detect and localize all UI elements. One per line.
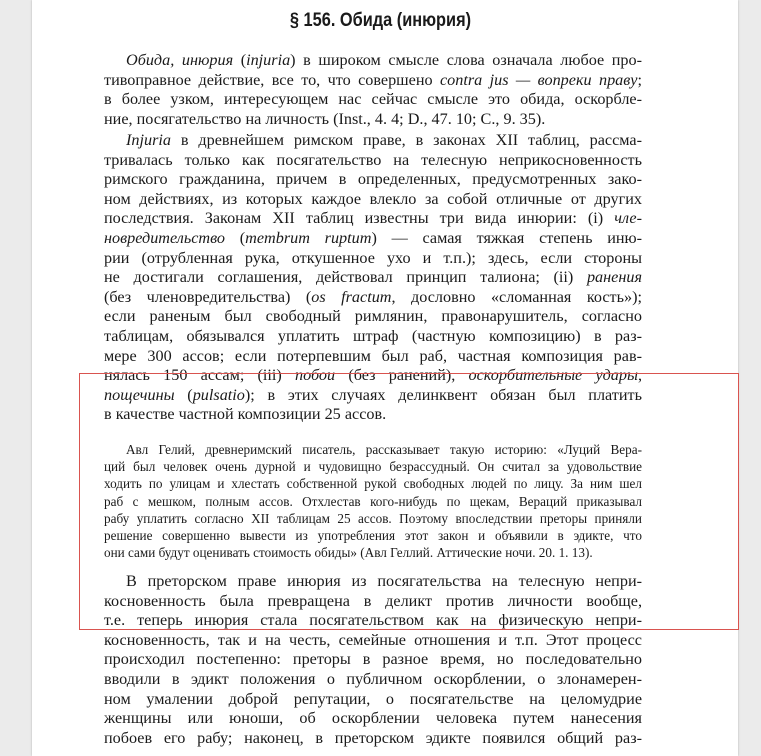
text-line: косновенность, так и на честь, семейные отношения и т.п. Этот процесс — [104, 630, 642, 649]
text-line: женщины или юноши, об оскорблении человека путем нанесения — [104, 709, 642, 728]
text-line: рии (отрубленная рука, откушенное ухо и т.п.); здесь, если стороны — [104, 248, 642, 267]
text-line: (без членовредительства) (os fractum, дословно «сломанная кость»); — [104, 287, 642, 306]
paragraph-3 — [104, 572, 642, 748]
quote-line: раб с мешком, полным ассов. Отхлестав кого-нибудь по щекам, Вераций приказывал — [104, 493, 642, 509]
text-line: в качестве частной композиции 25 ассов. — [104, 405, 387, 424]
text-line: ном умалении доброй репутации, о посягательстве на целомудрие — [104, 689, 642, 708]
text-line: т.е. теперь инюрия стала посягательством как на физическую непри- — [104, 611, 642, 630]
text-line: Injuria в древнейшем римском праве, в законах XII таблиц, рассма- — [126, 131, 642, 149]
text-line: новредительство (membrum ruptum) — самая тяжкая степень иню- — [104, 228, 643, 247]
text-line: пощечины (pulsatio); в этих случаях делинквент обязан был платить — [104, 385, 643, 404]
text-line: нялась 150 ассам; (iii) побои (без ранений), оскорбительные удары, — [104, 366, 642, 385]
text-line: мере 300 ассов; если потерпевшим был раб, частная композиция рав- — [104, 346, 642, 365]
paragraph-2 — [104, 131, 642, 425]
text-line: Обида, инюрия (injuria) в широком смысле слова означала любое про- — [126, 51, 643, 69]
quotation-block — [104, 441, 642, 561]
quote-line: Авл Гелий, древнеримский писатель, рассказывает такую историю: «Луций Вера- — [126, 442, 642, 457]
text-line: римского гражданина, причем в определенных, предусмотренных зако- — [104, 170, 642, 189]
text-line: последствия. Законам XII таблиц известны три вида инюрии: (i) чле- — [104, 209, 642, 228]
quote-line: решение совершенно вывести из употребления этот закон и объявили в эдикте, что — [104, 528, 642, 544]
text-line: ние, посягательство на личность (Inst., 4. 4; D., 47. 10; C., 9. 35). — [104, 109, 546, 128]
quote-line: они сами будут оценивать стоимость обиды» (Авл Геллий. Аттические ночи. 20. 1. 13). — [104, 545, 593, 561]
text-line: побоев его рабу; наконец, в преторском эдикте появился общий раз- — [104, 728, 642, 747]
quote-line: ций был человек очень дурной и чудовищно безрассудный. Он считал за удовольствие — [104, 459, 642, 475]
text-line: в более узком, интересующем нас сейчас смысле это обида, оскорбле- — [104, 90, 642, 109]
text-line: В преторском праве инюрия из посягательства на телесную непри- — [126, 572, 642, 590]
text-line: не достигали соглашения, действовал принцип талиона; (ii) ранения — [104, 268, 642, 287]
text-line: происходил постепенно: преторы в разное время, но последовательно — [104, 650, 642, 669]
text-line: тивоправное действие, все то, что совершено contra jus — вопреки праву; — [104, 70, 642, 89]
text-line: тривалась только как посягательство на телесную неприкосновенность — [104, 150, 642, 169]
paragraph-1 — [104, 51, 642, 129]
text-line: косновенность была превращена в деликт против личности вообще, — [104, 591, 642, 610]
quote-line: ходить по улицам и хлестать собственной рукой свободных людей по лицу. За ним шел — [104, 476, 642, 492]
text-line: вводили в эдикт положения о публичном оскорблении, о злонамерен- — [104, 669, 642, 688]
section-heading: § 156. Обида (инюрия) — [289, 10, 472, 31]
text-line: таблицам, обязывался уплатить штраф (частную композицию) в раз- — [104, 326, 642, 345]
quote-line: рабу уплатить согласно XII таблицам 25 ассов. Поэтому впоследствии преторы приняли — [104, 510, 642, 526]
text-line: если раненым был свободный римлянин, правонарушитель, согласно — [104, 307, 642, 326]
text-line: ном действиях, из которых каждое влекло за собой отличные от других — [104, 189, 642, 208]
